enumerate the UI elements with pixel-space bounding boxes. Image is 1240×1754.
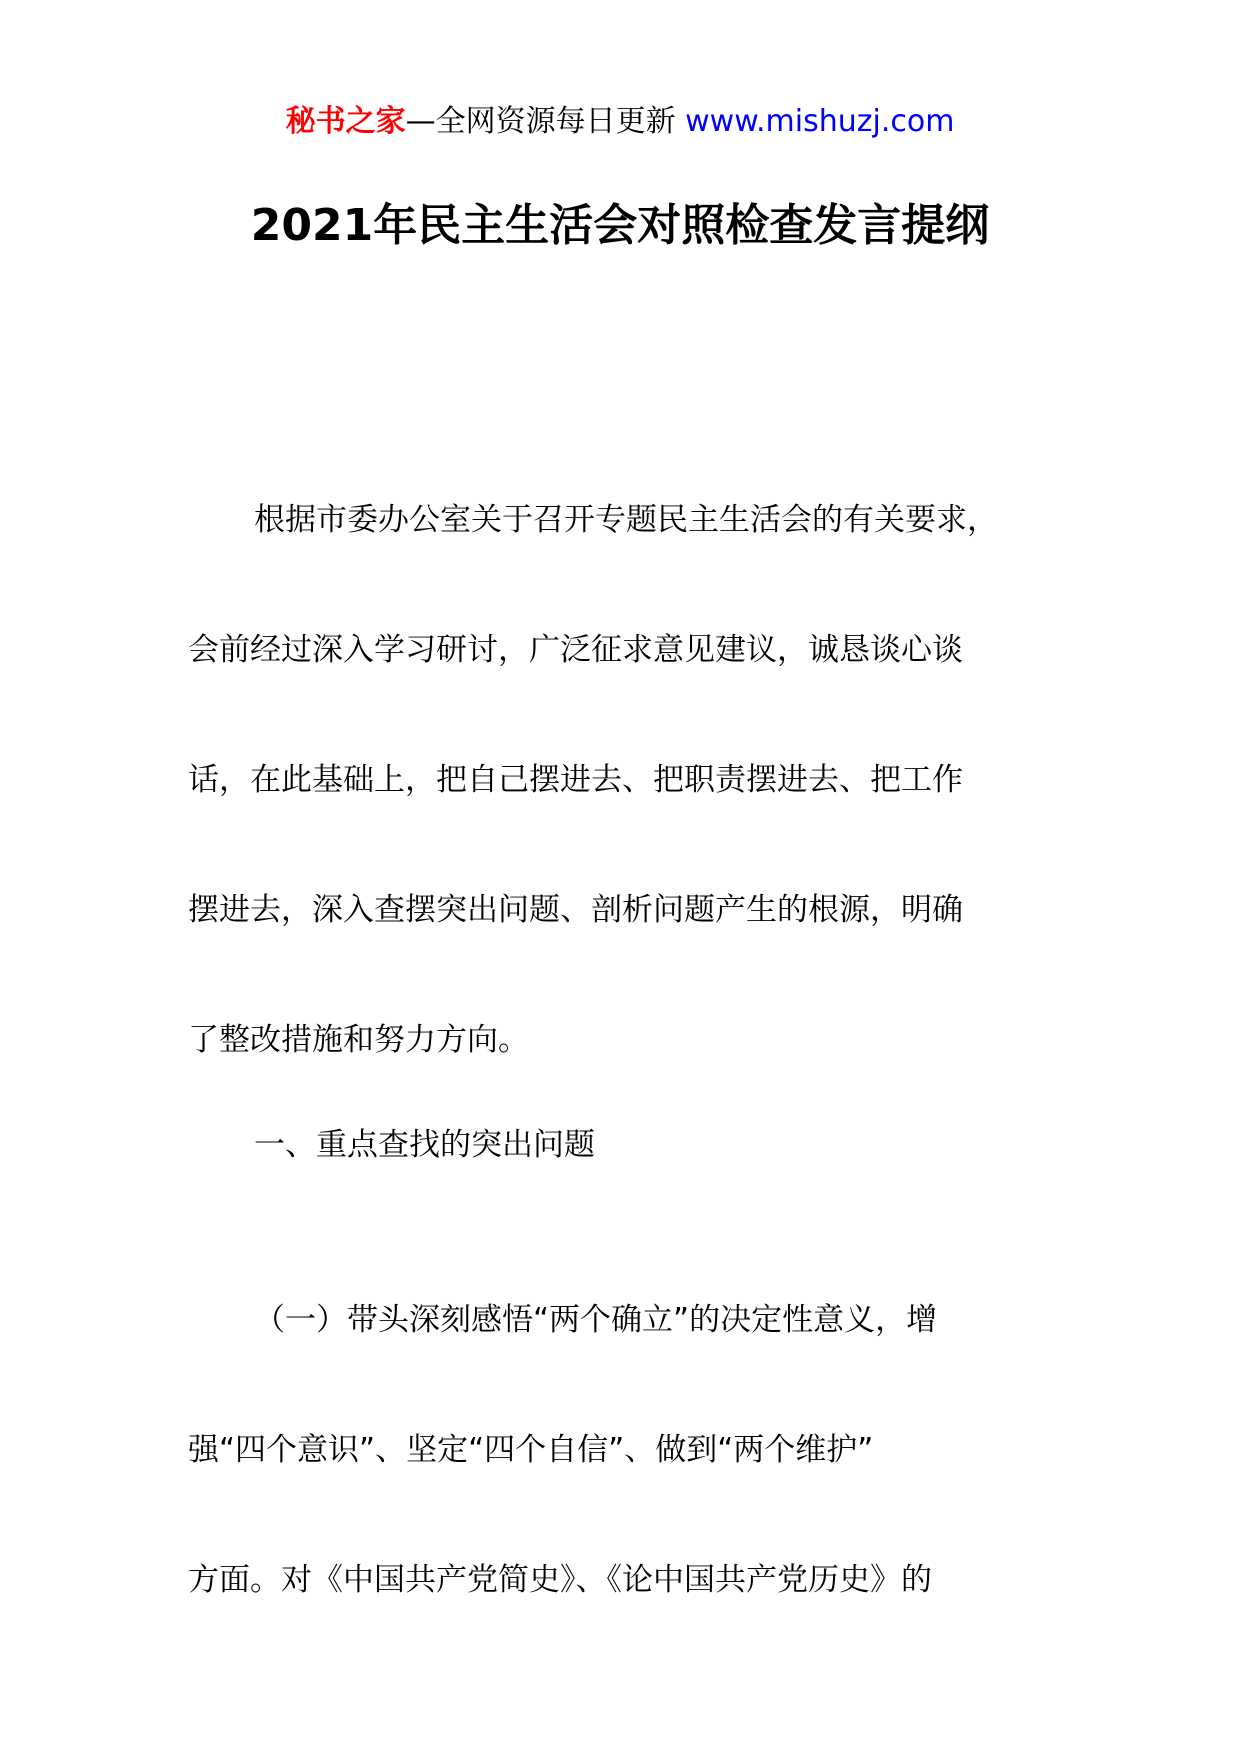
- brand-name: 秘书之家: [285, 104, 406, 139]
- paragraph-line: 方面。对《中国共产党简史》、《论中国共产党历史》的: [188, 1562, 932, 1598]
- website-link[interactable]: www.mishuzj.com: [685, 104, 955, 139]
- paragraph-line: 了整改措施和努力方向。: [188, 1022, 529, 1058]
- paragraph-line: 根据市委办公室关于召开专题民主生活会的有关要求，: [254, 502, 998, 538]
- paragraph-line: 话，在此基础上，把自己摆进去、把职责摆进去、把工作: [188, 762, 963, 798]
- intro-paragraph: [188, 455, 1060, 1105]
- document-title: 2021年民主生活会对照检查发言提纲: [250, 200, 990, 251]
- subsection-paragraph: [188, 1255, 1060, 1645]
- paragraph-line: 会前经过深入学习研讨，广泛征求意见建议，诚恳谈心谈: [188, 632, 963, 668]
- paragraph-line: 摆进去，深入查摆突出问题、剖析问题产生的根源，明确: [188, 892, 963, 928]
- page-header: [0, 102, 1240, 142]
- paragraph-line: （一）带头深刻感悟“两个确立”的决定性意义，增: [254, 1302, 938, 1338]
- paragraph-line: 强“四个意识”、坚定“四个自信”、做到“两个维护”: [188, 1432, 874, 1468]
- section-heading: 一、重点查找的突出问题: [254, 1127, 595, 1163]
- header-tagline: —全网资源每日更新: [405, 104, 676, 139]
